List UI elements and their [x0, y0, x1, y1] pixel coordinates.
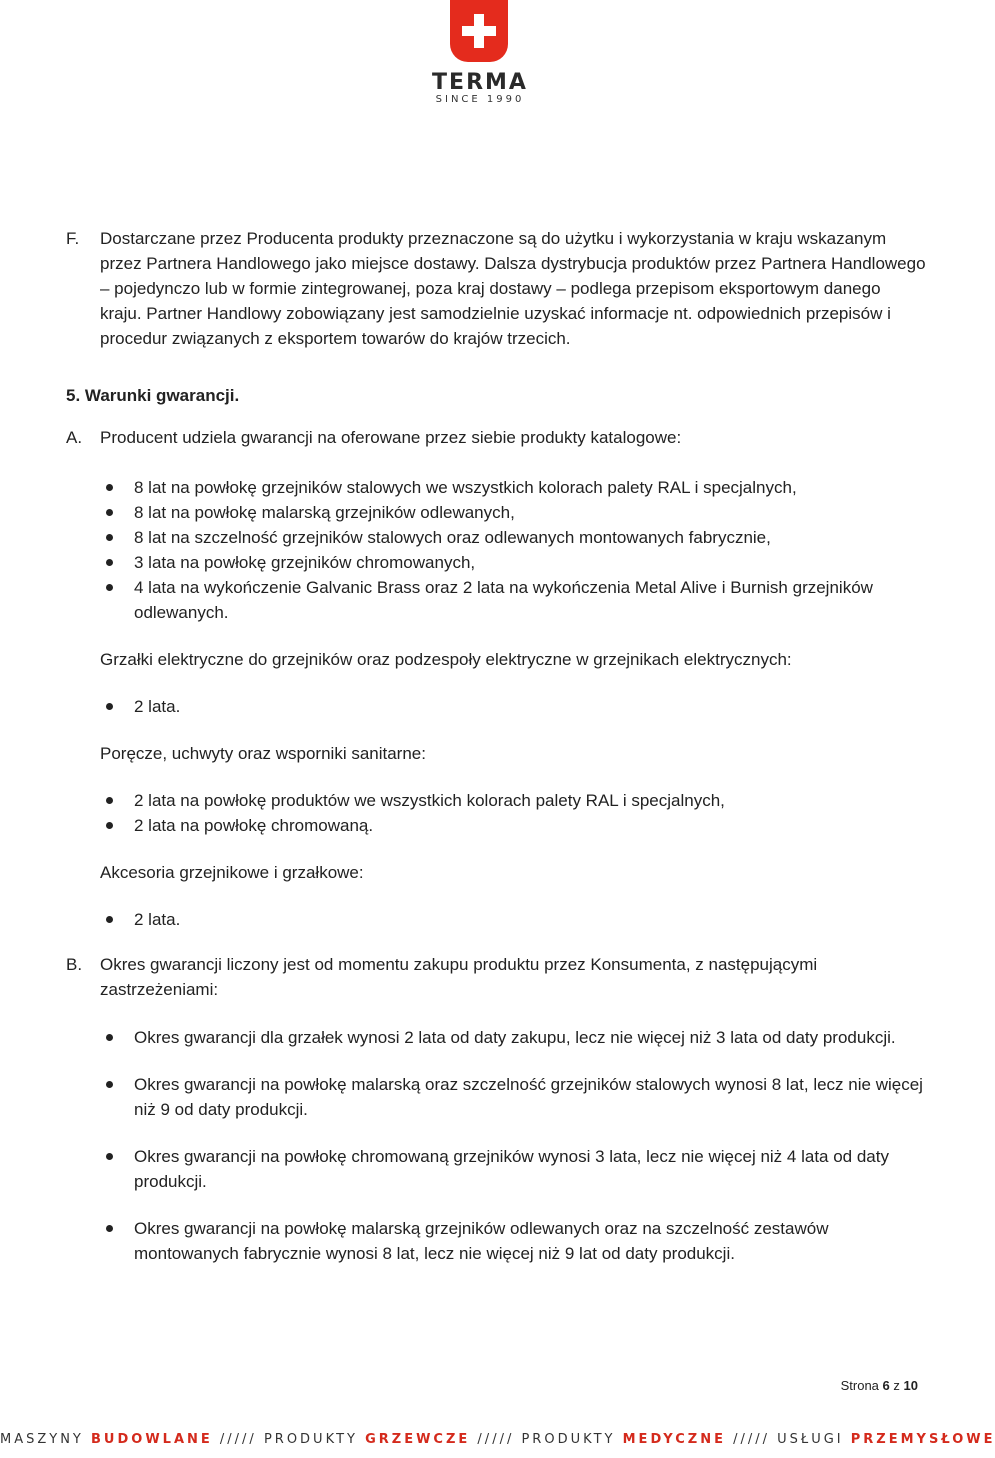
- list-item: 8 lat na szczelność grzejników stalowych oraz odlewanych montowanych fabrycznie,: [66, 525, 926, 550]
- section-b-text: Okres gwarancji liczony jest od momentu zakupu produktu przez Konsumenta, z następującymi zastrzeżeniami:: [100, 955, 818, 999]
- rails-bullet-list: [66, 788, 926, 838]
- section-f-marker: F.: [66, 229, 80, 248]
- section-a-marker: A.: [66, 428, 83, 447]
- list-item: 2 lata.: [66, 907, 926, 932]
- list-item: 8 lat na powłokę malarską grzejników odlewanych,: [66, 500, 926, 525]
- list-item: 2 lata na powłokę chromowaną.: [66, 813, 926, 838]
- heaters-bullet-list: [66, 694, 926, 719]
- accessories-text: Akcesoria grzejnikowe i grzałkowe:: [100, 863, 364, 882]
- list-item: 3 lata na powłokę grzejników chromowanych,: [66, 550, 926, 575]
- page-label: Strona: [840, 1378, 879, 1393]
- list-item: 2 lata na powłokę produktów we wszystkich kolorach palety RAL i specjalnych,: [66, 788, 926, 813]
- page-current: 6: [882, 1378, 890, 1393]
- list-item: 4 lata na wykończenie Galvanic Brass oraz 2 lata na wykończenia Metal Alive i Burnish grzejników odlewanych.: [66, 575, 926, 625]
- section-b: [66, 952, 926, 1002]
- page-number: [841, 1378, 918, 1393]
- cross-badge-icon: [450, 0, 508, 62]
- terma-logo: [412, 0, 548, 110]
- footer-tagline: [0, 1432, 995, 1447]
- section-a: [66, 425, 926, 450]
- footer-part: MASZYNY: [0, 1432, 92, 1447]
- document-body: [66, 226, 926, 1266]
- list-item: 2 lata.: [66, 694, 926, 719]
- footer-highlight: MEDYCZNE: [622, 1432, 726, 1447]
- footer-highlight: BUDOWLANE: [91, 1432, 213, 1447]
- list-item: Okres gwarancji na powłokę malarską oraz szczelność grzejników stalowych wynosi 8 lat, lecz nie więcej niż 9 od daty produkcji.: [66, 1072, 926, 1122]
- list-item: Okres gwarancji na powłokę malarską grzejników odlewanych oraz na szczelność zestawów montowanych fabrycznie wynosi 8 lat, lecz nie więcej niż 9 lat od daty produkcji.: [66, 1216, 926, 1266]
- section-f-text: Dostarczane przez Producenta produkty przeznaczone są do użytku i wykorzystania w kraju wskazanym przez Partnera Handlowego jako miejsce dostawy. Dalsza dystrybucja produktów przez Partnera Handlowego – pojedynczo lub w formie zintegrowanej, poza kraj dostawy – podlega przepisom eksportowym danego kraju. Partner Handlowy zobowiązany jest samodzielnie uzyskać informacje nt. odpowiednich przepisów i procedur związanych z eksportem towarów do krajów trzecich.: [100, 229, 926, 348]
- logo-brand: TERMA: [432, 70, 528, 95]
- b-bullet-list: [66, 1025, 926, 1266]
- list-item: Okres gwarancji na powłokę chromowaną grzejników wynosi 3 lata, lecz nie więcej niż 4 lata od daty produkcji.: [66, 1144, 926, 1194]
- section-heading: 5. Warunki gwarancji.: [66, 386, 240, 405]
- list-item: Okres gwarancji dla grzałek wynosi 2 lata od daty zakupu, lecz nie więcej niż 3 lata od daty produkcji.: [66, 1025, 926, 1050]
- rails-text: Poręcze, uchwyty oraz wsporniki sanitarne:: [100, 744, 426, 763]
- footer-part: ///// PRODUKTY: [470, 1432, 623, 1447]
- page-of: z: [893, 1378, 900, 1393]
- footer-part: ///// USŁUGI: [725, 1432, 851, 1447]
- accessories-bullet-list: [66, 907, 926, 932]
- footer-highlight: GRZEWCZE: [365, 1432, 471, 1447]
- section-a-text: Producent udziela gwarancji na oferowane przez siebie produkty katalogowe:: [100, 428, 682, 447]
- page-total: 10: [903, 1378, 918, 1393]
- section-f: [66, 226, 926, 351]
- heaters-text: Grzałki elektryczne do grzejników oraz podzespoły elektryczne w grzejnikach elektrycznych:: [100, 650, 792, 669]
- a-bullet-list: [66, 475, 926, 625]
- list-item: 8 lat na powłokę grzejników stalowych we wszystkich kolorach palety RAL i specjalnych,: [66, 475, 926, 500]
- footer-part: ///// PRODUKTY: [212, 1432, 366, 1447]
- section-b-marker: B.: [66, 955, 83, 974]
- footer-highlight: PRZEMYSŁOWE: [850, 1432, 995, 1447]
- logo-since: SINCE 1990: [435, 94, 525, 105]
